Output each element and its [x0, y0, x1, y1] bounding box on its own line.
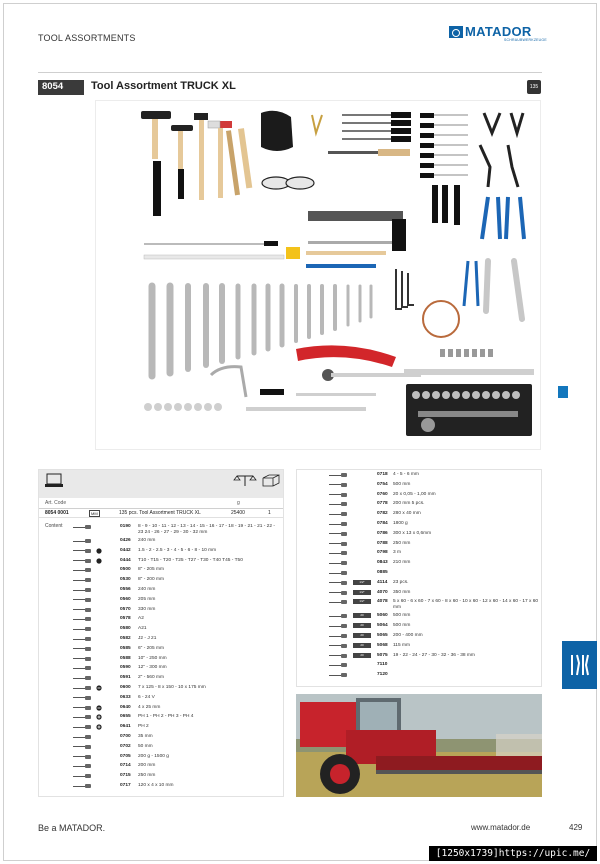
tool-icon [73, 578, 93, 582]
row-code: 0717 [120, 783, 131, 788]
row-value: A21 [138, 626, 147, 632]
row-value: 240 mm [138, 538, 156, 543]
tool-icon [73, 525, 93, 529]
tool-icon [73, 627, 93, 631]
tool-icon [73, 559, 93, 563]
footer-slogan: Be a MATADOR. [38, 823, 106, 833]
row-code: 0715 [120, 773, 131, 779]
row-code: 4078 [377, 599, 388, 605]
drive-size-badge: 1/2" [353, 599, 371, 604]
row-value: 2" - 560 mm [138, 675, 164, 681]
row-value: 20 x 0,05 - 1,00 mm [393, 491, 436, 497]
harvester-photo [296, 694, 542, 797]
drive-size-badge: 20 [353, 623, 371, 628]
row-code: 0556 [120, 587, 131, 592]
product-photo [95, 100, 541, 450]
phillips-icon [96, 714, 102, 720]
article-weight: 25400 [231, 510, 245, 516]
row-value: 19 - 22 - 24 - 27 - 30 - 32 - 36 - 38 mm [393, 652, 475, 658]
tool-icon [73, 666, 93, 670]
tool-icon [73, 745, 93, 749]
row-code: 0585 [120, 645, 131, 651]
row-value: 115 mm [393, 642, 410, 648]
slot-icon [96, 705, 102, 711]
tool-icon [73, 568, 93, 572]
piece-count-icon: 135 [527, 80, 541, 94]
row-code: 0633 [120, 694, 131, 700]
row-code: 0580 [120, 626, 131, 632]
tool-icon [73, 725, 93, 729]
row-code: 0591 [120, 675, 131, 681]
row-value: 5 x 60 - 6 x 60 - 7 x 60 - 8 x 60 - 10 x 60 - 12 x 60 - 14 x 60 - 17 x 60 mm [393, 599, 539, 611]
row-value: 200 g - 1500 g [138, 753, 169, 759]
row-value: A2 [138, 616, 144, 622]
row-value: 4 - 5 - 6 mm [393, 472, 419, 477]
row-value: 200 mm [138, 763, 156, 769]
row-value: 8" - 200 mm [138, 577, 164, 583]
row-code: 0784 [377, 521, 388, 526]
article-title: Tool Assortment TRUCK XL [91, 80, 236, 92]
art-code-label: Art. Code [45, 500, 67, 506]
row-code: 5065 [377, 633, 388, 638]
tool-icon [73, 647, 93, 651]
case-icon [45, 474, 63, 487]
chapter-tab[interactable] [562, 641, 597, 689]
drive-size-badge: 20 [353, 653, 371, 658]
page-number: 429 [569, 823, 583, 832]
row-code: 0702 [120, 743, 131, 749]
tools-icon [569, 653, 591, 677]
tool-icon [73, 764, 93, 768]
tool-icon [73, 637, 93, 641]
row-value: 210 mm [393, 560, 411, 566]
row-value: 6 - 24 V [138, 694, 155, 700]
tool-icon [329, 493, 349, 497]
row-code: 0588 [120, 655, 131, 661]
tool-icon [329, 644, 349, 648]
slot-icon [96, 685, 102, 691]
tool-icon [73, 588, 93, 592]
row-code: 0788 [377, 540, 388, 546]
side-marker [558, 386, 568, 398]
row-code: 7120 [377, 672, 388, 678]
box-icon [263, 475, 279, 486]
weight-column-label: g [237, 500, 240, 506]
row-value: 1800 g [393, 521, 408, 526]
tool-icon [329, 483, 349, 487]
row-code: 5064 [377, 623, 388, 629]
row-value: 250 mm [393, 540, 411, 546]
mm-badge: MM [91, 511, 98, 516]
tool-icon [73, 657, 93, 661]
tool-icon [329, 551, 349, 555]
row-value: 3 m [393, 550, 401, 556]
row-value: 50 mm [138, 743, 153, 749]
row-code: 0600 [120, 685, 131, 690]
row-code: 5068 [377, 642, 388, 648]
spec-table-header [39, 470, 283, 498]
brand-logo [449, 24, 547, 45]
header-rule [38, 72, 542, 73]
row-value: J2 - J 21 [138, 636, 157, 641]
tool-icon [329, 561, 349, 565]
tool-icon [329, 591, 349, 595]
row-code: 0190 [120, 524, 131, 529]
row-value: 1.5 - 2 - 2.5 - 3 - 4 - 5 - 6 - 8 - 10 mm [138, 547, 217, 553]
tool-icon [73, 549, 93, 553]
watermark: [1250x1739]https://upic.me/ [429, 846, 597, 861]
tool-icon [329, 634, 349, 638]
row-value: PH 2 [138, 724, 149, 730]
logo-icon [449, 26, 463, 38]
tool-icon [329, 600, 349, 604]
row-code: 0782 [377, 511, 388, 517]
row-code: 0578 [120, 616, 131, 622]
row-code: 0500 [120, 567, 131, 573]
row-value: 200 mm 5 pcs. [393, 501, 425, 507]
row-code: 0590 [120, 665, 131, 671]
tool-icon [329, 581, 349, 585]
weight-scale-icon [234, 476, 256, 486]
tool-assortment-illustration [96, 101, 542, 451]
spec-table [38, 469, 284, 797]
drive-size-badge: 1/2" [353, 580, 371, 585]
harvester-illustration [296, 694, 542, 797]
tool-icon [329, 502, 349, 506]
tool-icon [329, 542, 349, 546]
tool-icon [329, 522, 349, 526]
tool-icon [329, 571, 349, 575]
tool-icon [329, 673, 349, 677]
row-code: 0426 [120, 538, 131, 543]
tool-icon [73, 715, 93, 719]
tool-icon [73, 706, 93, 710]
tool-icon [73, 735, 93, 739]
spec-header-icons [39, 470, 283, 498]
article-number-badge: 8054 [38, 80, 84, 95]
row-value: 500 mm [393, 613, 411, 619]
row-value: 350 mm [393, 589, 411, 595]
row-value: 6" - 205 mm [138, 645, 164, 651]
tool-icon [73, 755, 93, 759]
row-code: 0718 [377, 472, 388, 477]
row-value: 23 pcs. [393, 579, 409, 585]
row-code: 0754 [377, 481, 388, 487]
row-value: 120 x 4 x 10 mm [138, 783, 174, 788]
row-code: 0560 [120, 596, 131, 602]
row-divider [39, 517, 283, 518]
row-code: 0570 [120, 606, 131, 612]
row-value: 200 - 400 mm [393, 633, 423, 638]
row-code: 0640 [120, 704, 131, 710]
row-value: 500 mm [393, 481, 411, 487]
row-code: 0442 [120, 547, 131, 553]
drive-size-badge: 20 [353, 613, 371, 618]
row-value: PH 1 - PH 2 - PH 3 - PH 4 [138, 714, 194, 720]
brand-name: MATADOR [465, 24, 532, 39]
tool-icon [73, 774, 93, 778]
row-code: 0778 [377, 501, 388, 507]
article-code: 8054 0001 [45, 510, 69, 516]
tool-icon [73, 539, 93, 543]
brand-sub: SCHRAUBWERKZEUGE [504, 38, 547, 42]
row-value: 500 mm [393, 623, 411, 629]
row-code: 5060 [377, 613, 388, 619]
row-value: 4 x 25 mm [138, 704, 161, 710]
row-code: 0760 [377, 491, 388, 497]
header-divider [39, 508, 283, 509]
row-code: 0714 [120, 763, 131, 769]
drive-size-badge: 20 [353, 633, 371, 638]
row-code: 4114 [377, 579, 388, 585]
row-value: 10" - 250 mm [138, 655, 167, 661]
row-code: 0444 [120, 557, 131, 563]
row-code: 0530 [120, 577, 131, 583]
row-code: 0705 [120, 753, 131, 759]
row-value: 35 mm [138, 734, 153, 739]
tool-icon [329, 512, 349, 516]
tool-icon [73, 617, 93, 621]
row-code: 0641 [120, 724, 131, 730]
tool-icon [73, 676, 93, 680]
row-code: 4070 [377, 589, 388, 595]
drive-size-badge: 20 [353, 643, 371, 648]
row-value: 7 x 125 - 8 x 150 - 10 x 175 mm [138, 685, 206, 690]
row-code: 0655 [120, 714, 131, 720]
tool-icon [73, 696, 93, 700]
row-value: 8 - 9 - 10 - 11 - 12 - 13 - 14 - 15 - 16 - 17 - 18 - 19 - 21 - 21 - 22 - 23 24 - 26 - 27 - 29 - 30 - 32 mm [138, 524, 275, 535]
tool-icon [329, 614, 349, 618]
row-value: 12" - 300 mm [138, 665, 167, 671]
tool-icon [329, 473, 349, 477]
row-value: 240 mm [138, 587, 156, 592]
row-code: 0786 [377, 530, 388, 536]
content-label: Content [45, 523, 63, 529]
row-value: T10 - T15 - T20 - T25 - T27 - T30 - T40 T45 - T50 [138, 557, 243, 563]
row-code: 0582 [120, 636, 131, 641]
row-value: 330 mm [138, 606, 156, 612]
article-quantity: 1 [268, 510, 271, 516]
drive-size-badge: 1/2" [353, 590, 371, 595]
section-title: TOOL ASSORTMENTS [38, 33, 136, 43]
tool-icon [329, 654, 349, 658]
row-value: 250 mm [138, 773, 156, 779]
row-code: 5075 [377, 652, 388, 658]
row-value: 205 mm [138, 596, 156, 602]
row-code: 7110 [377, 662, 388, 668]
tool-icon [329, 663, 349, 667]
row-code: 0843 [377, 560, 388, 566]
row-value: 8" - 205 mm [138, 567, 164, 573]
tool-icon [73, 608, 93, 612]
phillips-icon [96, 724, 102, 730]
tool-icon [73, 784, 93, 788]
row-code: 0885 [377, 570, 388, 575]
article-description: 135 pcs. Tool Assortment TRUCK XL [119, 510, 201, 516]
hex-icon [96, 548, 102, 554]
tool-icon [73, 686, 93, 690]
tool-icon [329, 532, 349, 536]
torx-icon [96, 558, 102, 564]
tool-icon [329, 624, 349, 628]
footer-url[interactable]: www.matador.de [471, 823, 531, 832]
tool-icon [73, 598, 93, 602]
row-value: 300 x 13 x 0,6mm [393, 530, 432, 536]
row-code: 0798 [377, 550, 388, 556]
row-value: 280 x 40 mm [393, 511, 421, 517]
row-code: 0700 [120, 734, 131, 739]
spec-table-continued [296, 469, 542, 687]
